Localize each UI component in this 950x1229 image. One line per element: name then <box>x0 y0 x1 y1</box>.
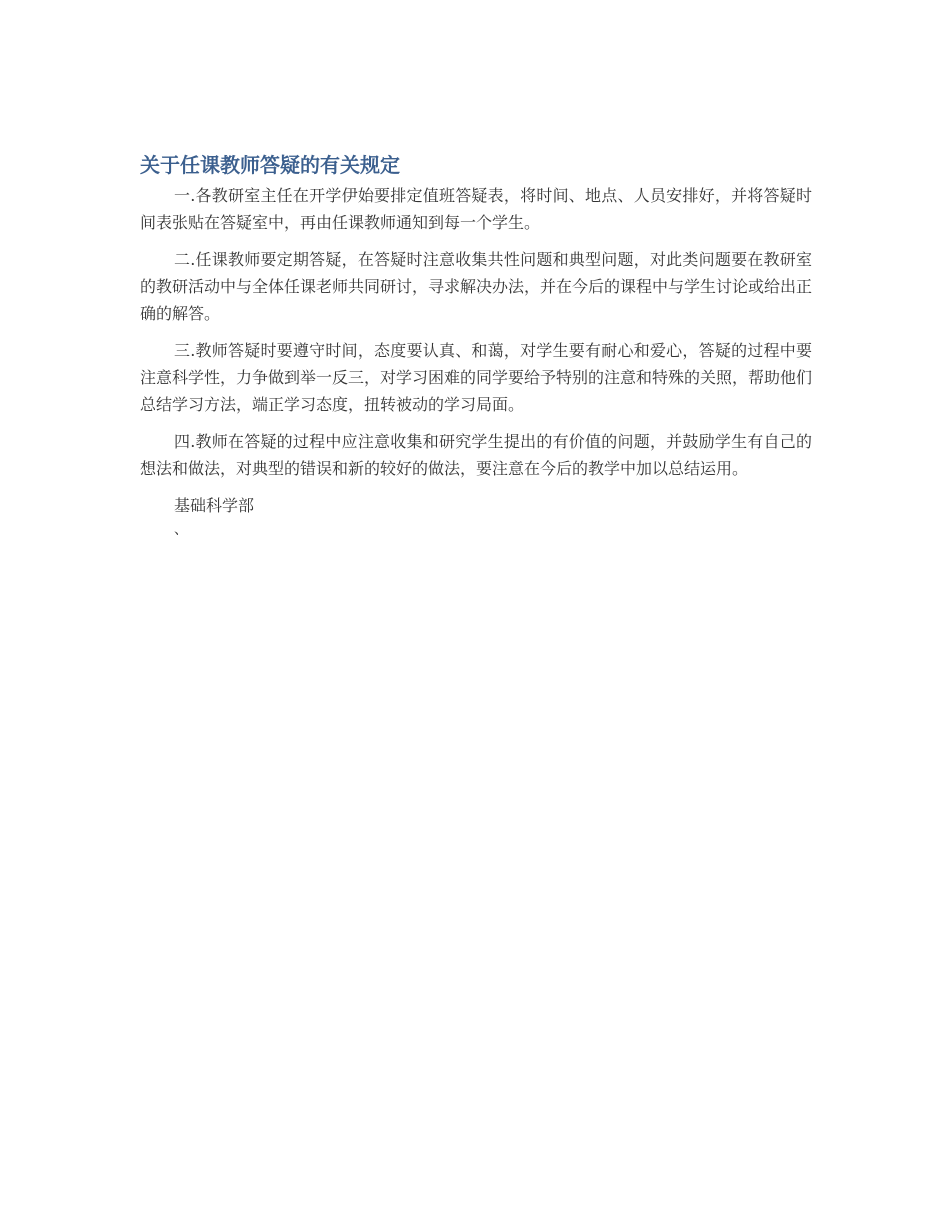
signature: 基础科学部 <box>174 496 255 515</box>
trailing-mark: 、 <box>174 522 188 538</box>
paragraph-2: 二.任课教师要定期答疑，在答疑时注意收集共性问题和典型问题，对此类问题要在教研室的教研活动中与全体任课老师共同研讨，寻求解决办法，并在今后的课程中与学生讨论或给出正确的解答。 <box>140 250 813 323</box>
paragraph-1: 一.各教研室主任在开学伊始要排定值班答疑表，将时间、地点、人员安排好，并将答疑时间表张贴在答疑室中，再由任课教师通知到每一个学生。 <box>140 186 812 232</box>
document-title: 关于任课教师答疑的有关规定 <box>140 153 400 177</box>
paragraph-4: 四.教师在答疑的过程中应注意收集和研究学生提出的有价值的问题，并鼓励学生有自己的想法和做法，对典型的错误和新的较好的做法，要注意在今后的教学中加以总结运用。 <box>140 432 812 478</box>
paragraph-3: 三.教师答疑时要遵守时间，态度要认真、和蔼，对学生要有耐心和爱心，答疑的过程中要注意科学性，力争做到举一反三，对学习困难的同学要给予特别的注意和特殊的关照，帮助他们总结学习方法，端正学习态度，扭转被动的学习局面。 <box>140 341 813 414</box>
document-body <box>140 150 812 541</box>
